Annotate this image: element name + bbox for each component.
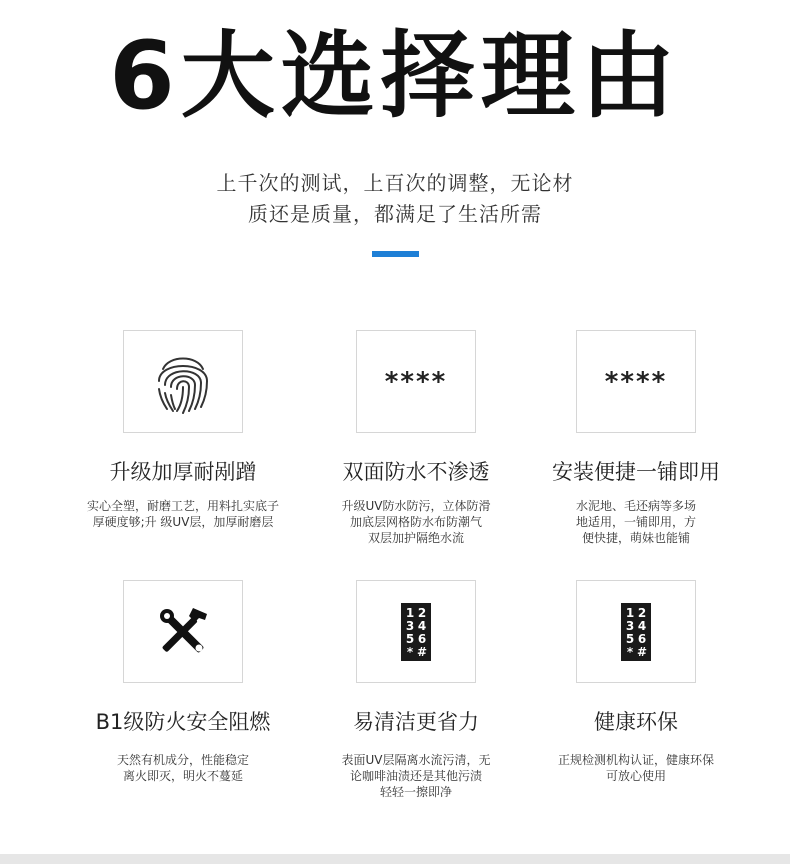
tools-icon	[123, 580, 243, 683]
keypad-icon	[576, 580, 696, 683]
svg-text:5: 5	[405, 631, 415, 646]
svg-text:2: 2	[417, 605, 427, 620]
feature-title: 双面防水不渗透	[342, 460, 490, 484]
svg-text:4: 4	[637, 618, 647, 633]
feature-description: 表面UV层隔离水流污清，无 论咖啡油渍还是其他污渍 轻轻一擦即净	[341, 753, 491, 799]
bottom-divider	[0, 854, 790, 864]
feature-title: B1级防火安全阻燃	[95, 710, 271, 734]
svg-text:3: 3	[405, 618, 415, 633]
keypad-icon	[356, 580, 476, 683]
svg-text:4: 4	[417, 618, 427, 633]
feature-title: 升级加厚耐剐蹭	[109, 460, 257, 484]
svg-text:*: *	[626, 644, 634, 659]
feature-description: 水泥地、毛还病等多场 地适用，一铺即用，方 便快捷，萌妹也能铺	[575, 499, 696, 545]
accent-bar	[372, 251, 419, 257]
svg-text:1: 1	[625, 605, 635, 620]
feature-title: 健康环保	[594, 710, 678, 734]
fingerprint-icon	[123, 330, 243, 433]
svg-text:2: 2	[637, 605, 647, 620]
page-subtitle	[0, 168, 790, 230]
svg-text:*: *	[406, 644, 414, 659]
svg-text:6: 6	[417, 631, 427, 646]
feature-description: 天然有机成分，性能稳定 离火即灭，明火不蔓延	[116, 753, 249, 783]
svg-text:#: #	[636, 644, 648, 659]
feature-description: 实心全塑，耐磨工艺，用料扎实底子 厚硬度够;升 级UV层，加厚耐磨层	[86, 499, 279, 529]
subtitle-line: 上千次的测试，上百次的调整，无论材	[216, 171, 574, 195]
svg-text:1: 1	[405, 605, 415, 620]
subtitle-line: 质还是质量，都满足了生活所需	[248, 202, 542, 226]
page-title: 6大选择理由	[109, 22, 681, 131]
svg-text:3: 3	[625, 618, 635, 633]
svg-text:5: 5	[625, 631, 635, 646]
password-stars-icon: ****	[356, 330, 476, 433]
svg-text:#: #	[416, 644, 428, 659]
svg-text:6: 6	[637, 631, 647, 646]
feature-description: 升级UV防水防污，立体防滑 加底层网格防水布防潮气 双层加护隔绝水流	[341, 499, 491, 545]
feature-title: 安装便捷一铺即用	[552, 460, 720, 484]
feature-description: 正规检测机构认证，健康环保 可放心使用	[557, 753, 714, 783]
feature-title: 易清洁更省力	[353, 710, 479, 734]
password-stars-icon: ****	[576, 330, 696, 433]
